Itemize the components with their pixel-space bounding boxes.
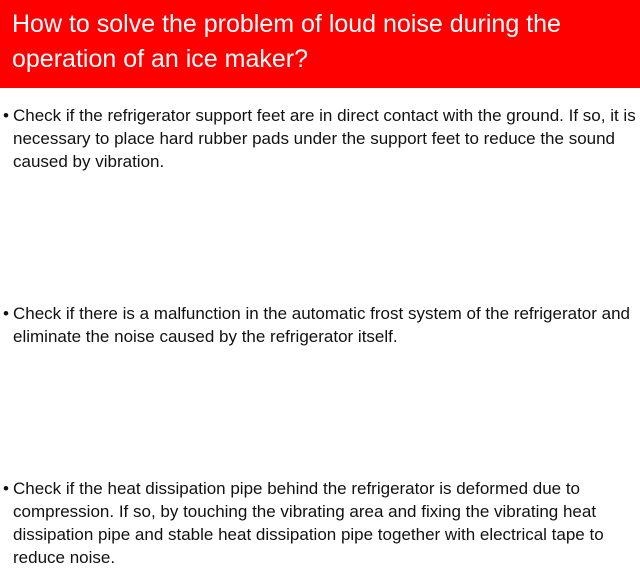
page-title: How to solve the problem of loud noise during the operation of an ice maker? [12, 10, 561, 73]
bullet-text: Check if the refrigerator support feet are in direct contact with the ground. If so, it is necessary to place hard rubber pads under the support feet to reduce the sound caused by vibration. [13, 106, 636, 171]
bullet-item-heat-pipe [0, 477, 640, 569]
bullet-text: Check if the heat dissipation pipe behind the refrigerator is deformed due to compression. If so, by touching the vibrating area and fixing the vibrating heat dissipation pipe and stable heat dissipation pipe together with electrical tape to reduce noise. [13, 479, 604, 567]
bullet-icon: • [3, 106, 9, 125]
bullet-item-frost-system [0, 302, 640, 348]
bullet-icon: • [3, 479, 9, 498]
bullet-icon: • [3, 304, 9, 323]
bullet-text: Check if there is a malfunction in the automatic frost system of the refrigerator and eliminate the noise caused by the refrigerator itself. [13, 304, 631, 346]
title-banner [0, 0, 640, 88]
bullet-item-support-feet [0, 104, 640, 173]
